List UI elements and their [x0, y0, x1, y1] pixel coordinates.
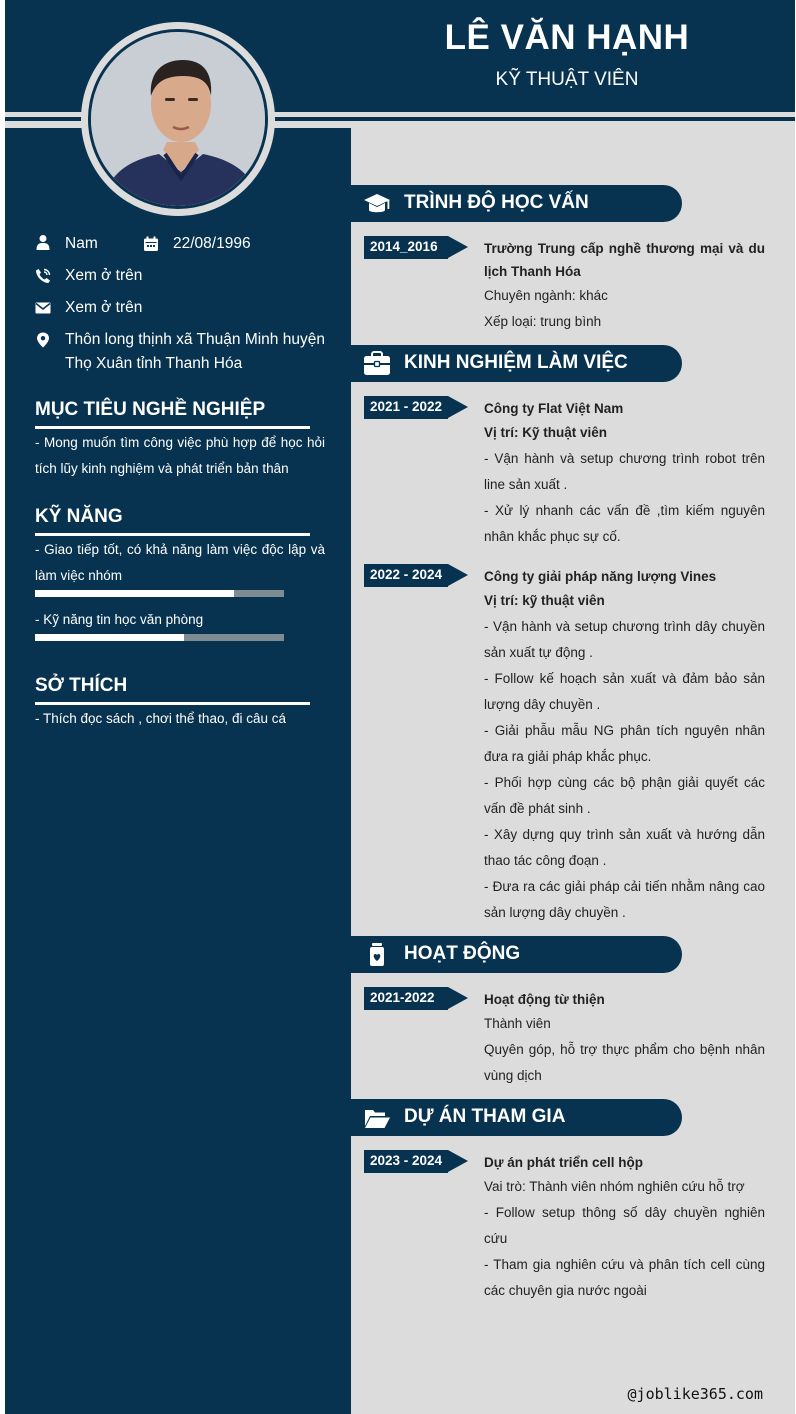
activity-name: Hoạt động từ thiện [484, 992, 605, 1007]
address-text: Thôn long thịnh xã Thuận Minh huyện Thọ Xuân tỉnh Thanh Hóa [65, 331, 325, 372]
job-2-entry [484, 565, 765, 926]
education-title: TRÌNH ĐỘ HỌC VẤN [404, 192, 589, 213]
project-item: - Follow setup thông số dây chuyền nghiên cứu [484, 1205, 765, 1246]
job-2-position: Vị trí: kỹ thuật viên [484, 593, 605, 608]
job-2-duty: - Vận hành và setup chương trình dây chuyền sản xuất tự động . [484, 619, 765, 660]
experience-title: KINH NGHIỆM LÀM VIỆC [404, 352, 628, 373]
job-1-date: 2021 - 2022 [370, 399, 443, 414]
activity-date: 2021-2022 [370, 990, 435, 1005]
sidebar [5, 128, 351, 1414]
email-text: Xem ở trên [65, 299, 143, 316]
project-date-tag [364, 1150, 468, 1173]
skill-level-bar-2 [35, 634, 284, 641]
project-item: - Tham gia nghiên cứu và phân tích cell cùng các chuyên gia nước ngoài [484, 1257, 765, 1298]
activity-role: Thành viên [484, 1016, 551, 1031]
job-1-date-tag [364, 396, 468, 419]
project-date: 2023 - 2024 [370, 1153, 443, 1168]
education-major: Chuyên ngành: khác [484, 288, 608, 303]
skill-item-1: - Giao tiếp tốt, có khả năng làm việc độc lập và làm việc nhóm [35, 542, 325, 583]
objective-title: MỤC TIÊU NGHỀ NGHIỆP [35, 399, 266, 420]
job-2-duty: - Phối hợp cùng các bộ phận giải quyết các vấn đề phát sinh . [484, 775, 765, 816]
project-role: Vai trò: Thành viên nhóm nghiên cứu hỗ trợ [484, 1179, 745, 1194]
education-date-tag [364, 236, 468, 259]
hobbies-text: - Thích đọc sách , chơi thể thao, đi câu cá [35, 711, 286, 726]
education-date: 2014_2016 [370, 239, 438, 254]
objective-text: - Mong muốn tìm công việc phù hợp để học hỏi tích lũy kinh nghiệm và phát triển bản thân [35, 435, 325, 476]
skills-title: KỸ NĂNG [35, 506, 123, 527]
skill-level-fill-2 [35, 634, 184, 641]
job-2-duty: - Follow kế hoạch sản xuất và đảm bảo sản lượng dây chuyền . [484, 671, 765, 712]
location-icon [35, 332, 51, 348]
job-1-entry [484, 397, 765, 550]
projects-section-header [351, 1099, 682, 1136]
job-2-duty: - Xây dựng quy trình sản xuất và hướng dẫn thao tác công đoạn . [484, 827, 765, 868]
gender-text: Nam [65, 235, 98, 252]
job-1-position: Vị trí: Kỹ thuật viên [484, 425, 608, 440]
job-1-duty: - Vận hành và setup chương trình robot trên line sản xuất . [484, 451, 765, 492]
email-icon [35, 300, 51, 316]
education-school: Trường Trung cấp nghề thương mại và du lịch Thanh Hóa [484, 241, 765, 279]
phone-icon [35, 268, 51, 284]
education-entry [484, 237, 765, 335]
briefcase-icon [363, 350, 391, 378]
hobbies-rule [35, 702, 310, 705]
phone-text: Xem ở trên [65, 267, 143, 284]
experience-section-header [351, 345, 682, 382]
candidate-role: KỸ THUẬT VIÊN [495, 69, 639, 90]
job-1-company: Công ty Flat Việt Nam [484, 401, 624, 416]
activity-date-tag [364, 987, 468, 1010]
project-name: Dự án phát triển cell hộp [484, 1155, 644, 1170]
avatar [88, 29, 268, 209]
job-1-duty: - Xử lý nhanh các vấn đề ,tìm kiếm nguyên nhân khắc phục sự cố. [484, 503, 765, 544]
user-icon [35, 234, 51, 250]
skill-level-bar-1 [35, 590, 284, 597]
graduation-cap-icon [363, 190, 391, 218]
activities-section-header [351, 936, 682, 973]
calendar-icon [143, 236, 159, 252]
skill-item-2: - Kỹ năng tin học văn phòng [35, 612, 204, 627]
cv-page [5, 0, 795, 1414]
avatar-portrait-icon [91, 32, 268, 209]
birthday-text: 22/08/1996 [173, 235, 251, 252]
job-2-date-tag [364, 564, 468, 587]
job-2-company: Công ty giải pháp năng lượng Vines [484, 569, 717, 584]
badge-heart-icon [363, 941, 391, 969]
watermark-text: @joblike365.com [627, 1385, 763, 1403]
hobbies-title: SỞ THÍCH [35, 675, 128, 696]
job-2-duty: - Đưa ra các giải pháp cải tiến nhằm nâng cao sản lượng dây chuyền . [484, 879, 765, 920]
skill-level-fill-1 [35, 590, 234, 597]
activity-desc: Quyên góp, hỗ trợ thực phẩm cho bệnh nhân vùng dịch [484, 1042, 765, 1083]
activity-entry [484, 988, 765, 1089]
activities-title: HOẠT ĐỘNG [404, 943, 521, 964]
skills-rule [35, 533, 310, 536]
objective-rule [35, 426, 310, 429]
projects-title: DỰ ÁN THAM GIA [404, 1106, 566, 1127]
project-entry [484, 1151, 765, 1304]
education-section-header [351, 185, 682, 222]
education-grade: Xếp loại: trung bình [484, 314, 602, 329]
folder-open-icon [363, 1104, 391, 1132]
job-2-duty: - Giải phẫu mẫu NG phân tích nguyên nhân đưa ra giải pháp khắc phục. [484, 723, 765, 764]
candidate-name: LÊ VĂN HẠNH [444, 18, 690, 57]
job-2-date: 2022 - 2024 [370, 567, 443, 582]
